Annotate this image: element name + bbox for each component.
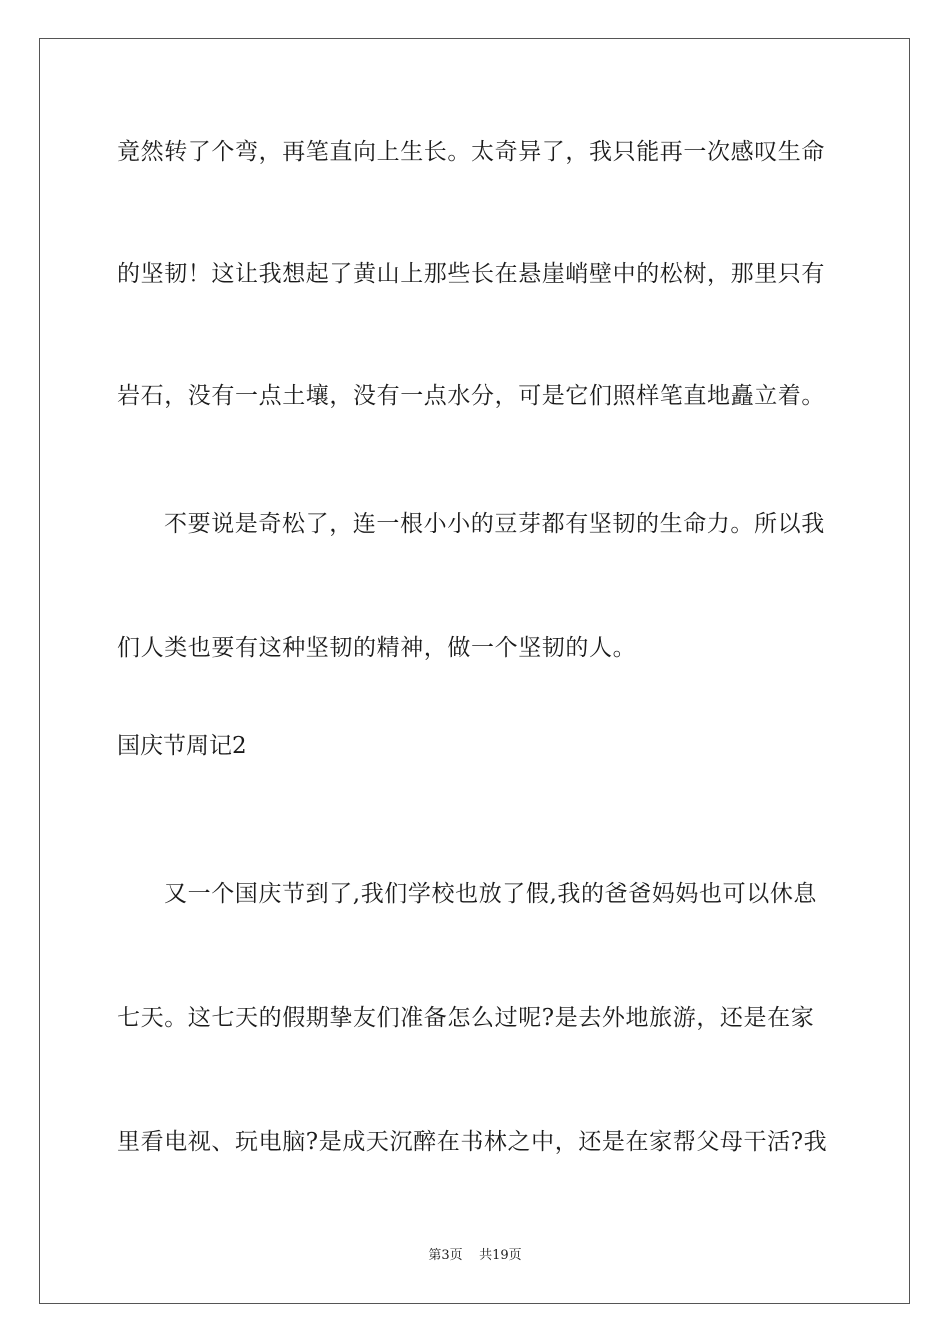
paragraph-line: 的坚韧！这让我想起了黄山上那些长在悬崖峭壁中的松树，那里只有 — [117, 261, 825, 287]
page-border — [39, 38, 910, 1304]
section-heading: 国庆节周记2 — [117, 733, 247, 759]
paragraph-line: 里看电视、玩电脑?是成天沉醉在书林之中，还是在家帮父母干活?我 — [117, 1129, 828, 1155]
paragraph-line: 们人类也要有这种坚韧的精神，做一个坚韧的人。 — [117, 635, 637, 661]
paragraph-line: 竟然转了个弯，再笔直向上生长。太奇异了，我只能再一次感叹生命 — [117, 139, 825, 165]
paragraph-line: 不要说是奇松了，连一根小小的豆芽都有坚韧的生命力。所以我 — [164, 511, 825, 537]
paragraph-line: 七天。这七天的假期挚友们准备怎么过呢?是去外地旅游，还是在家 — [117, 1005, 815, 1031]
paragraph-line: 又一个国庆节到了,我们学校也放了假,我的爸爸妈妈也可以休息 — [164, 881, 818, 907]
page-number-footer: 第3页 共19页 — [428, 1248, 522, 1263]
paragraph-line: 岩石，没有一点土壤，没有一点水分，可是它们照样笔直地矗立着。 — [117, 383, 825, 409]
